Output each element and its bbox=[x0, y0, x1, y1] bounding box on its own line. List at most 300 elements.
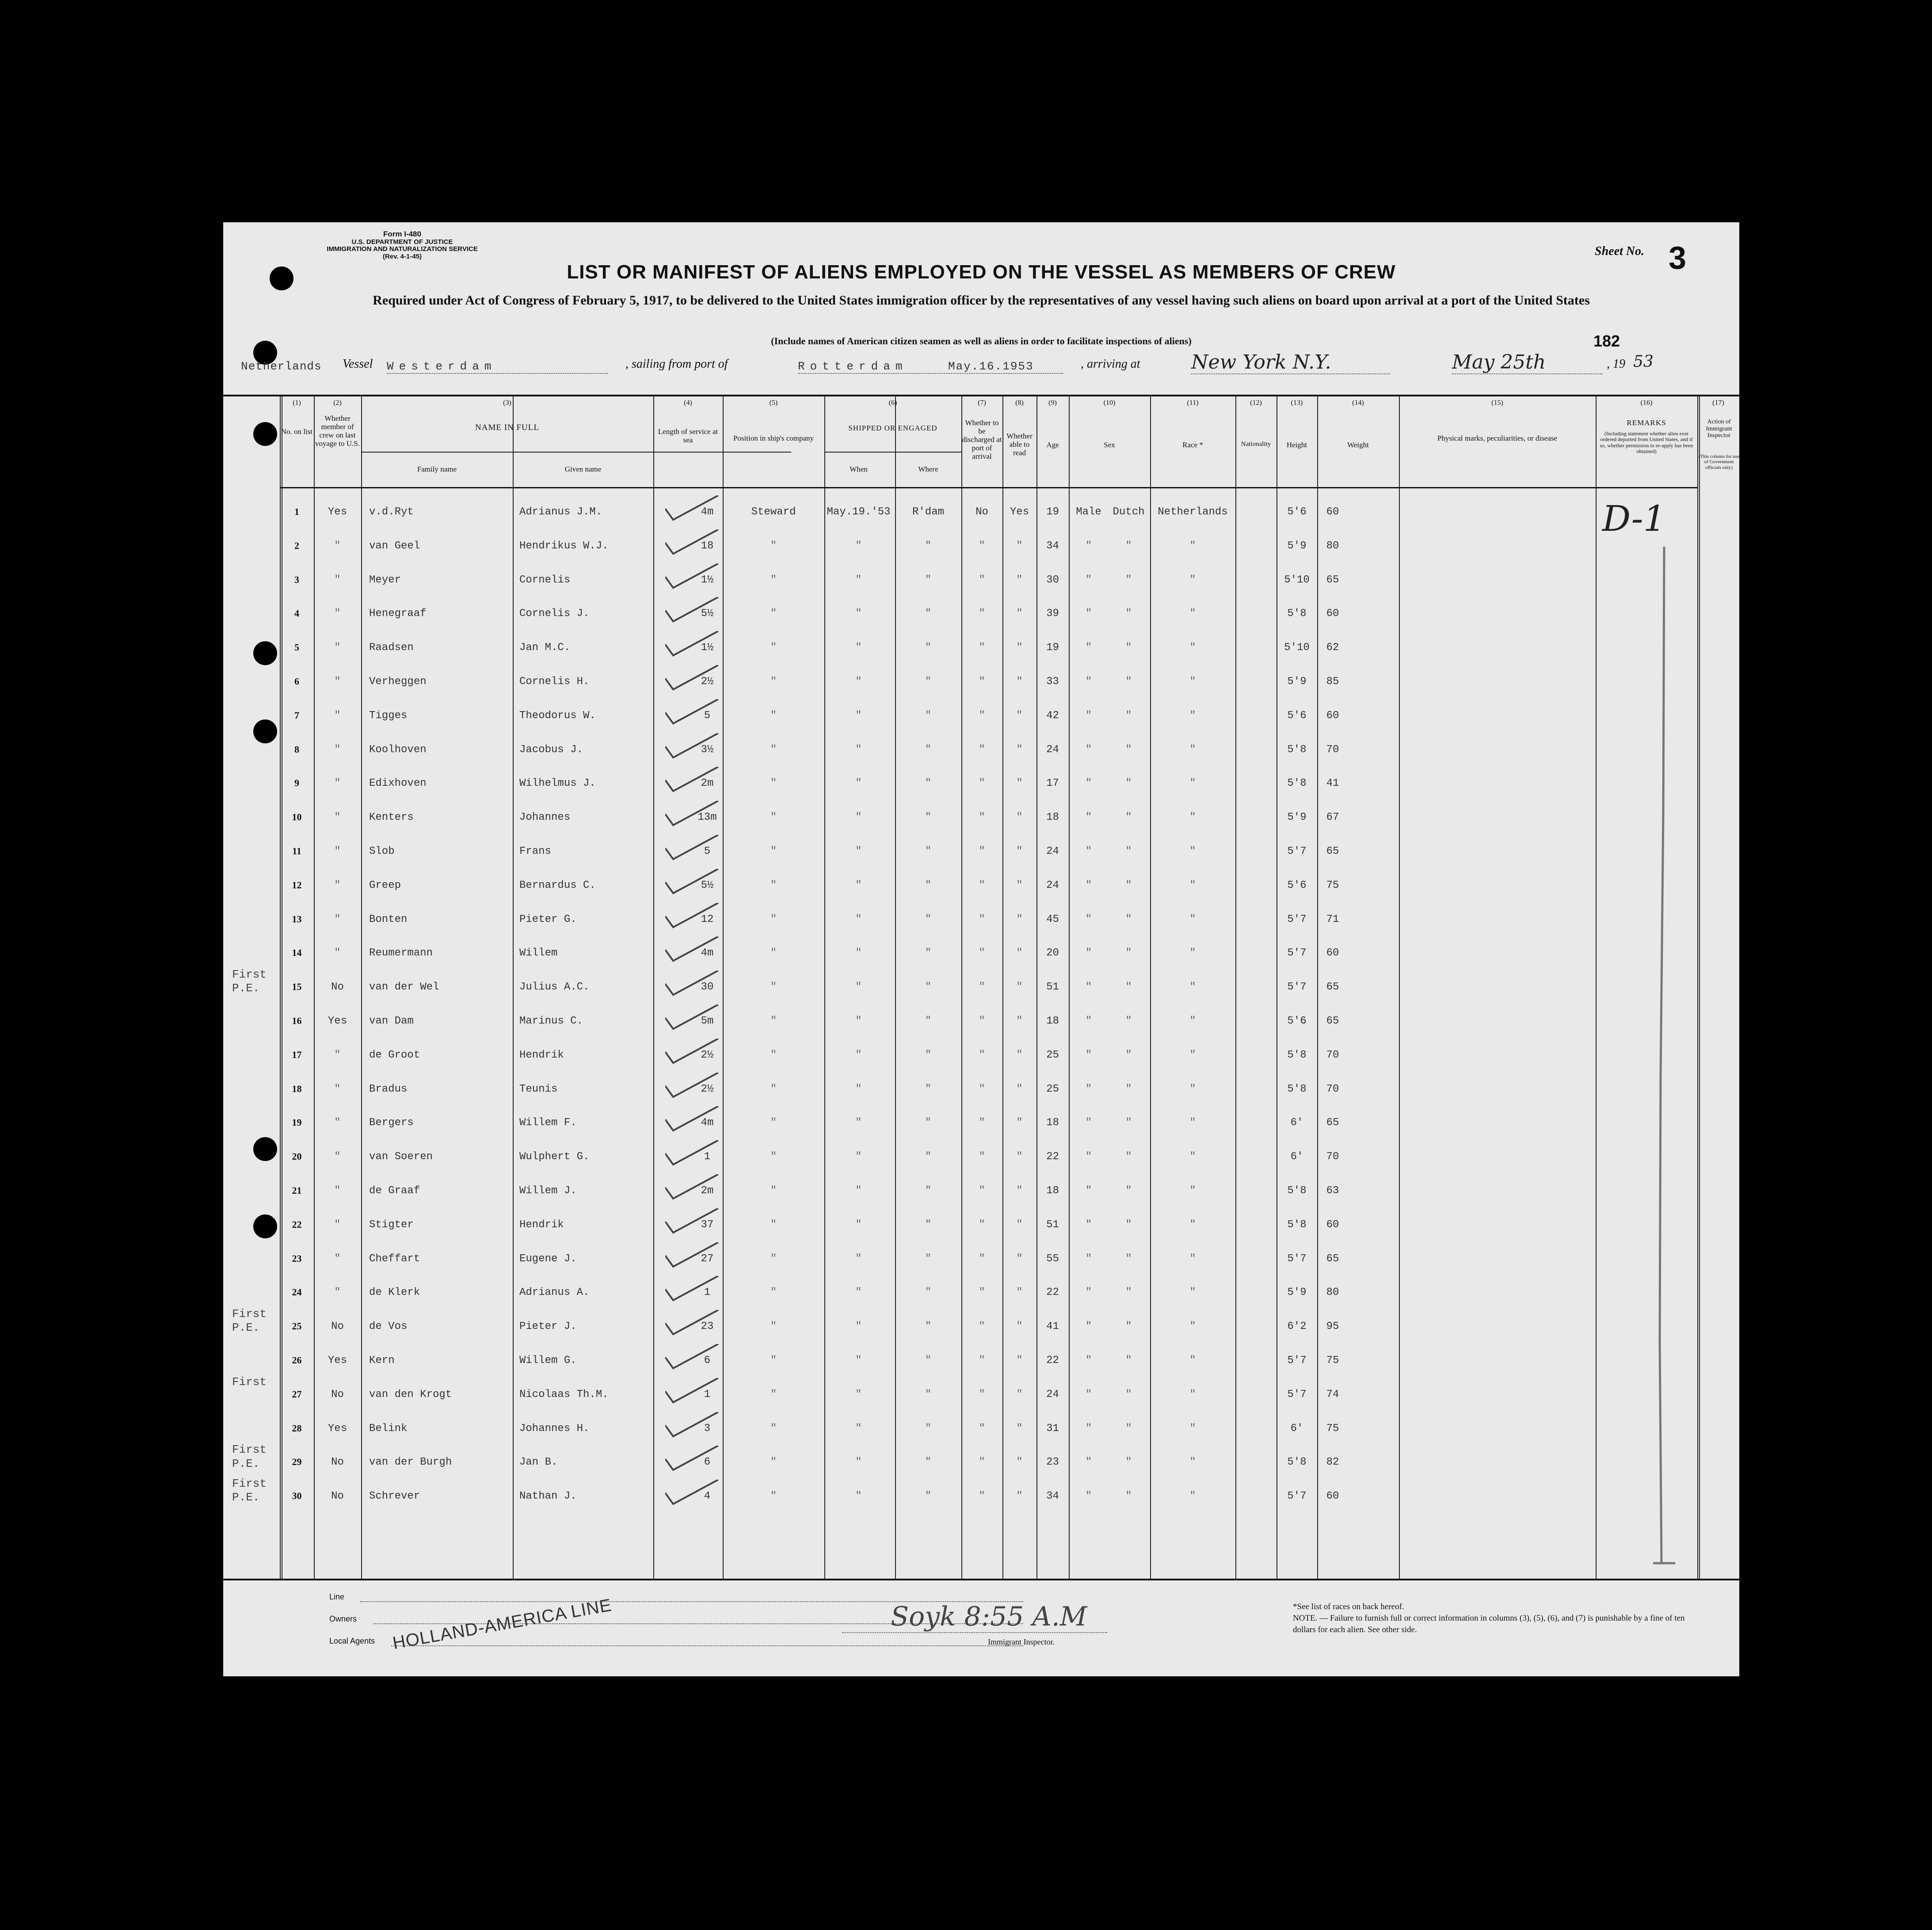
cell-when: " bbox=[855, 1456, 862, 1469]
cell-sex: " bbox=[1085, 1049, 1092, 1061]
col-num-16: (16) bbox=[1640, 399, 1653, 407]
cell-sex: " bbox=[1085, 1321, 1092, 1333]
col-head-sex: Sex bbox=[1104, 441, 1115, 449]
cell-position: " bbox=[770, 879, 777, 891]
cell-where: " bbox=[925, 1287, 932, 1299]
vessel-name: Westerdam bbox=[387, 360, 608, 374]
cell-sex: " bbox=[1085, 845, 1092, 857]
col-head-no: No. on list bbox=[281, 427, 313, 436]
cell-race: " bbox=[1125, 777, 1132, 790]
agents-label: Local Agents bbox=[329, 1637, 375, 1645]
cell-service: 1 bbox=[704, 1388, 711, 1401]
cell-height: 5'8 bbox=[1287, 743, 1307, 756]
cell-where: " bbox=[925, 1321, 932, 1333]
cell-age: 24 bbox=[1046, 879, 1059, 891]
cell-service: 3 bbox=[704, 1422, 711, 1435]
cell-height: 5'6 bbox=[1287, 879, 1307, 891]
col-head-read: Whether able to read bbox=[1006, 432, 1033, 457]
table-row bbox=[223, 659, 1739, 693]
cell-no: 12 bbox=[292, 879, 302, 891]
col-num-4: (4) bbox=[684, 399, 692, 407]
cell-disch: " bbox=[979, 1252, 985, 1265]
cell-last: " bbox=[334, 574, 341, 586]
arriving-label: , arriving at bbox=[1081, 357, 1140, 371]
cell-service: 37 bbox=[701, 1218, 714, 1231]
col-num-8: (8) bbox=[1015, 399, 1024, 407]
cell-family: Slob bbox=[369, 845, 395, 857]
cell-nat: " bbox=[1189, 743, 1196, 756]
cell-when: " bbox=[855, 1422, 862, 1435]
check-mark-icon bbox=[665, 665, 732, 692]
cell-given: Willem G. bbox=[519, 1355, 577, 1367]
cell-position: " bbox=[770, 642, 777, 654]
col-head-given: Given name bbox=[564, 465, 602, 473]
check-mark-icon bbox=[665, 563, 732, 590]
cell-read: " bbox=[1016, 1490, 1023, 1503]
cell-disch: " bbox=[979, 947, 985, 959]
cell-given: Frans bbox=[519, 845, 552, 857]
cell-age: 33 bbox=[1046, 676, 1059, 688]
cell-age: 24 bbox=[1046, 1388, 1059, 1401]
col-head-when: When bbox=[850, 465, 868, 473]
cell-family: Henegraaf bbox=[369, 608, 427, 620]
col-head-shipped: SHIPPED OR ENGAGED bbox=[848, 424, 937, 432]
cell-family: van Soeren bbox=[369, 1151, 433, 1163]
cell-family: Schrever bbox=[369, 1490, 420, 1503]
check-mark-icon bbox=[665, 1344, 732, 1370]
cell-service: 23 bbox=[701, 1321, 714, 1333]
cell-age: 22 bbox=[1046, 1287, 1059, 1299]
cell-weight: 67 bbox=[1326, 811, 1339, 824]
cell-no: 7 bbox=[294, 709, 299, 721]
cell-when: " bbox=[855, 1218, 862, 1231]
cell-read: " bbox=[1016, 574, 1023, 586]
cell-weight: 65 bbox=[1326, 1015, 1339, 1027]
cell-last: No bbox=[331, 1456, 344, 1469]
cell-height: 5'7 bbox=[1287, 1355, 1307, 1367]
cell-family: de Vos bbox=[369, 1321, 408, 1333]
year-prefix: , 19 bbox=[1607, 357, 1625, 371]
cell-height: 5'7 bbox=[1287, 913, 1307, 925]
cell-race: " bbox=[1125, 879, 1132, 891]
cell-family: Bergers bbox=[369, 1117, 414, 1129]
col-head-last-voyage: Whether member of crew on last voyage to U.S. bbox=[315, 414, 360, 448]
cell-height: 5'6 bbox=[1287, 1015, 1307, 1027]
cell-last: " bbox=[334, 540, 341, 552]
cell-height: 5'9 bbox=[1287, 811, 1307, 824]
cell-last: " bbox=[334, 1117, 341, 1129]
cell-sex: " bbox=[1085, 642, 1092, 654]
cell-height: 5'10 bbox=[1284, 642, 1310, 654]
cell-when: " bbox=[855, 777, 862, 790]
cell-position: " bbox=[770, 1049, 777, 1061]
pe-mark: First P.E. bbox=[232, 1477, 267, 1504]
cell-race: " bbox=[1125, 1049, 1132, 1061]
cell-given: Adrianus J.M. bbox=[519, 506, 602, 518]
cell-height: 5'7 bbox=[1287, 1252, 1307, 1265]
cell-weight: 41 bbox=[1326, 777, 1339, 790]
check-mark-icon bbox=[665, 1174, 732, 1201]
cell-age: 25 bbox=[1046, 1083, 1059, 1095]
cell-read: " bbox=[1016, 913, 1023, 925]
check-mark-icon bbox=[665, 1242, 732, 1269]
arrival-year: 53 bbox=[1633, 353, 1654, 371]
cell-when: " bbox=[855, 1321, 862, 1333]
cell-disch: No bbox=[976, 506, 988, 518]
cell-service: 5m bbox=[701, 1015, 714, 1027]
cell-disch: " bbox=[979, 642, 985, 654]
col-head-position: Position in ship's company bbox=[733, 434, 814, 442]
cell-last: " bbox=[334, 1151, 341, 1163]
cell-sex: " bbox=[1085, 608, 1092, 620]
cell-sex: " bbox=[1085, 913, 1092, 925]
cell-when: " bbox=[855, 540, 862, 552]
cell-age: 34 bbox=[1046, 540, 1059, 552]
cell-height: 5'9 bbox=[1287, 1287, 1307, 1299]
cell-height: 5'8 bbox=[1287, 1218, 1307, 1231]
cell-sex: " bbox=[1085, 540, 1092, 552]
col-head-family: Family name bbox=[417, 465, 457, 473]
cell-sex: " bbox=[1085, 1287, 1092, 1299]
cell-where: " bbox=[925, 540, 932, 552]
cell-race: " bbox=[1125, 1185, 1132, 1197]
cell-where: " bbox=[925, 947, 932, 959]
cell-family: Belink bbox=[369, 1422, 408, 1435]
cell-when: May.19.'53 bbox=[827, 506, 891, 518]
cell-position: " bbox=[770, 1252, 777, 1265]
cell-race: " bbox=[1125, 1490, 1132, 1503]
cell-sex: " bbox=[1085, 1185, 1092, 1197]
cell-family: van Geel bbox=[369, 540, 420, 552]
cell-position: " bbox=[770, 1456, 777, 1469]
cell-age: 34 bbox=[1046, 1490, 1059, 1503]
cell-height: 5'7 bbox=[1287, 947, 1307, 959]
manifest-sheet bbox=[223, 222, 1739, 1676]
cell-read: " bbox=[1016, 1252, 1023, 1265]
table-row bbox=[223, 693, 1739, 727]
cell-when: " bbox=[855, 709, 862, 722]
cell-given: Nathan J. bbox=[519, 1490, 577, 1503]
cell-position: " bbox=[770, 1117, 777, 1129]
cell-disch: " bbox=[979, 574, 985, 586]
cell-race: " bbox=[1125, 913, 1132, 925]
cell-given: Pieter J. bbox=[519, 1321, 577, 1333]
cell-no: 21 bbox=[292, 1185, 302, 1196]
cell-no: 18 bbox=[292, 1083, 302, 1094]
cell-given: Adrianus A. bbox=[519, 1287, 590, 1299]
cell-family: Greep bbox=[369, 879, 401, 891]
cell-last: " bbox=[334, 642, 341, 654]
cell-when: " bbox=[855, 1049, 862, 1061]
cell-age: 30 bbox=[1046, 574, 1059, 586]
cell-weight: 71 bbox=[1326, 913, 1339, 925]
cell-where: " bbox=[925, 879, 932, 891]
cell-where: " bbox=[925, 1015, 932, 1027]
cell-age: 51 bbox=[1046, 981, 1059, 994]
cell-read: " bbox=[1016, 947, 1023, 959]
cell-weight: 60 bbox=[1326, 947, 1339, 959]
cell-disch: " bbox=[979, 1456, 985, 1469]
col-head-name: NAME IN FULL bbox=[475, 423, 539, 432]
cell-disch: " bbox=[979, 1422, 985, 1435]
cell-sex: " bbox=[1085, 947, 1092, 959]
cell-when: " bbox=[855, 642, 862, 654]
check-mark-icon bbox=[665, 1073, 732, 1099]
cell-position: " bbox=[770, 540, 777, 552]
cell-given: Willem F. bbox=[519, 1117, 577, 1129]
cell-age: 22 bbox=[1046, 1151, 1059, 1163]
cell-last: Yes bbox=[328, 506, 347, 518]
cell-last: " bbox=[334, 709, 341, 722]
cell-family: Edixhoven bbox=[369, 777, 427, 790]
cell-last: No bbox=[331, 1388, 344, 1401]
cell-nat: Netherlands bbox=[1158, 506, 1228, 518]
cell-family: Tigges bbox=[369, 709, 408, 722]
cell-weight: 63 bbox=[1326, 1185, 1339, 1197]
col-num-1: (1) bbox=[293, 399, 301, 407]
check-mark-icon bbox=[665, 529, 732, 556]
cell-no: 6 bbox=[294, 676, 299, 687]
col-num-3: (3) bbox=[503, 399, 511, 407]
col-head-action-sub: (This column for use of Government officials only) bbox=[1699, 454, 1739, 470]
cell-when: " bbox=[855, 845, 862, 857]
cell-family: Stigter bbox=[369, 1218, 414, 1231]
cell-age: 19 bbox=[1046, 642, 1059, 654]
cell-service: 1 bbox=[704, 1151, 711, 1163]
cell-position: " bbox=[770, 981, 777, 994]
check-mark-icon bbox=[665, 699, 732, 726]
cell-no: 27 bbox=[292, 1388, 302, 1400]
cell-given: Johannes bbox=[519, 811, 571, 824]
table-row bbox=[223, 761, 1739, 794]
cell-service: 2½ bbox=[701, 1049, 714, 1061]
cell-last: " bbox=[334, 845, 341, 857]
crew-manifest-table bbox=[223, 395, 1739, 1580]
cell-last: No bbox=[331, 1490, 344, 1503]
owners-label: Owners bbox=[329, 1614, 357, 1623]
cell-no: 1 bbox=[294, 506, 299, 517]
cell-race: " bbox=[1125, 1287, 1132, 1299]
col-num-6: (6) bbox=[888, 399, 897, 407]
cell-no: 4 bbox=[294, 608, 299, 619]
cell-age: 55 bbox=[1046, 1252, 1059, 1265]
col-head-where: Where bbox=[918, 465, 938, 473]
cell-race: " bbox=[1125, 845, 1132, 857]
cell-height: 5'9 bbox=[1287, 676, 1307, 688]
cell-weight: 70 bbox=[1326, 1151, 1339, 1163]
cell-sex: " bbox=[1085, 1490, 1092, 1503]
cell-last: " bbox=[334, 1049, 341, 1061]
cell-weight: 60 bbox=[1326, 1218, 1339, 1231]
cell-no: 5 bbox=[294, 642, 299, 653]
cell-disch: " bbox=[979, 676, 985, 688]
cell-last: " bbox=[334, 1252, 341, 1265]
cell-nat: " bbox=[1189, 1456, 1196, 1469]
cell-given: Theodorus W. bbox=[519, 709, 596, 722]
cell-service: 4m bbox=[701, 1117, 714, 1129]
cell-service: 30 bbox=[701, 981, 714, 994]
cell-given: Jan M.C. bbox=[519, 642, 571, 654]
cell-given: Wilhelmus J. bbox=[519, 777, 596, 790]
line-label: Line bbox=[329, 1592, 345, 1601]
table-row bbox=[223, 1406, 1739, 1439]
cell-sex: " bbox=[1085, 1422, 1092, 1435]
cell-age: 19 bbox=[1046, 506, 1059, 518]
cell-family: Koolhoven bbox=[369, 743, 427, 756]
cell-service: 2½ bbox=[701, 1083, 714, 1095]
check-mark-icon bbox=[665, 1412, 732, 1439]
check-mark-icon bbox=[665, 1140, 732, 1167]
cell-race: " bbox=[1125, 676, 1132, 688]
cell-family: Kern bbox=[369, 1355, 395, 1367]
cell-position: " bbox=[770, 1287, 777, 1299]
cell-position: " bbox=[770, 608, 777, 620]
cell-age: 41 bbox=[1046, 1321, 1059, 1333]
cell-disch: " bbox=[979, 1388, 985, 1401]
cell-read: " bbox=[1016, 1321, 1023, 1333]
cell-no: 15 bbox=[292, 981, 302, 993]
cell-read: " bbox=[1016, 777, 1023, 790]
cell-nat: " bbox=[1189, 1015, 1196, 1027]
cell-sex: " bbox=[1085, 1151, 1092, 1163]
col-num-7: (7) bbox=[978, 399, 986, 407]
cell-where: " bbox=[925, 743, 932, 756]
cell-height: 5'10 bbox=[1284, 574, 1310, 586]
col-num-2: (2) bbox=[333, 399, 342, 407]
cell-given: Marinus C. bbox=[519, 1015, 583, 1027]
cell-nat: " bbox=[1189, 540, 1196, 552]
table-row bbox=[223, 1338, 1739, 1371]
cell-no: 23 bbox=[292, 1252, 302, 1264]
col-num-5: (5) bbox=[769, 399, 778, 407]
fine-note: NOTE. — Failure to furnish full or correct information in columns (3), (5), (6), and (7) is punishable by a fine of ten dollars for each alien. See other side. bbox=[1293, 1614, 1685, 1634]
cell-given: Eugene J. bbox=[519, 1252, 577, 1265]
cell-given: Hendrikus W.J. bbox=[519, 540, 609, 552]
cell-when: " bbox=[855, 1083, 862, 1095]
cell-age: 24 bbox=[1046, 845, 1059, 857]
check-mark-icon bbox=[665, 903, 732, 929]
cell-service: 5½ bbox=[701, 879, 714, 891]
cell-nat: " bbox=[1189, 879, 1196, 891]
table-row bbox=[223, 863, 1739, 896]
cell-weight: 65 bbox=[1326, 1252, 1339, 1265]
col-head-service: Length of service at sea bbox=[658, 427, 718, 445]
cell-last: " bbox=[334, 947, 341, 959]
col-num-17: (17) bbox=[1712, 399, 1724, 407]
cell-last: " bbox=[334, 676, 341, 688]
table-row bbox=[223, 727, 1739, 761]
cell-given: Cornelis H. bbox=[519, 676, 590, 688]
cell-position: " bbox=[770, 777, 777, 790]
cell-height: 5'8 bbox=[1287, 1083, 1307, 1095]
cell-sex: " bbox=[1085, 981, 1092, 994]
cell-nat: " bbox=[1189, 1355, 1196, 1367]
cell-race: Dutch bbox=[1113, 506, 1145, 518]
cell-family: Cheffart bbox=[369, 1252, 420, 1265]
cell-given: Jan B. bbox=[519, 1456, 558, 1469]
cell-nat: " bbox=[1189, 777, 1196, 790]
cell-sex: " bbox=[1085, 777, 1092, 790]
table-row bbox=[223, 1032, 1739, 1066]
cell-age: 23 bbox=[1046, 1456, 1059, 1469]
col-num-11: (11) bbox=[1187, 399, 1199, 407]
cell-given: Teunis bbox=[519, 1083, 558, 1095]
cell-no: 24 bbox=[292, 1287, 302, 1298]
cell-read: " bbox=[1016, 1422, 1023, 1435]
cell-sex: " bbox=[1085, 676, 1092, 688]
form-dept: U.S. DEPARTMENT OF JUSTICE bbox=[351, 238, 453, 246]
cell-service: 12 bbox=[701, 913, 714, 925]
cell-disch: " bbox=[979, 540, 985, 552]
cell-where: " bbox=[925, 913, 932, 925]
cell-weight: 70 bbox=[1326, 743, 1339, 756]
col-num-14: (14) bbox=[1352, 399, 1364, 407]
cell-no: 28 bbox=[292, 1422, 302, 1434]
check-mark-icon bbox=[665, 1106, 732, 1133]
race-note: *See list of races on back hereof. bbox=[1293, 1602, 1404, 1611]
cell-position: " bbox=[770, 913, 777, 925]
cell-disch: " bbox=[979, 1490, 985, 1503]
cell-where: " bbox=[925, 981, 932, 994]
cell-race: " bbox=[1125, 1321, 1132, 1333]
cell-race: " bbox=[1125, 608, 1132, 620]
cell-weight: 60 bbox=[1326, 1490, 1339, 1503]
cell-read: " bbox=[1016, 540, 1023, 552]
cell-position: " bbox=[770, 1490, 777, 1503]
cell-service: 2m bbox=[701, 777, 714, 790]
table-row bbox=[223, 1304, 1739, 1337]
cell-position: " bbox=[770, 1151, 777, 1163]
check-mark-icon bbox=[665, 1276, 732, 1302]
check-mark-icon bbox=[665, 631, 732, 658]
cell-where: " bbox=[925, 1252, 932, 1265]
cell-when: " bbox=[855, 981, 862, 994]
cell-no: 16 bbox=[292, 1015, 302, 1026]
col-num-15: (15) bbox=[1491, 399, 1503, 407]
cell-position: " bbox=[770, 947, 777, 959]
cell-position: " bbox=[770, 676, 777, 688]
cell-disch: " bbox=[979, 1083, 985, 1095]
cell-disch: " bbox=[979, 777, 985, 790]
cell-service: 5 bbox=[704, 709, 711, 722]
cell-given: Wulphert G. bbox=[519, 1151, 590, 1163]
cell-read: " bbox=[1016, 1287, 1023, 1299]
cell-service: 4m bbox=[701, 506, 714, 518]
cell-weight: 80 bbox=[1326, 540, 1339, 552]
cell-position: " bbox=[770, 1185, 777, 1197]
cell-weight: 74 bbox=[1326, 1388, 1339, 1401]
cell-height: 5'7 bbox=[1287, 1490, 1307, 1503]
cell-no: 3 bbox=[294, 574, 299, 585]
cell-where: " bbox=[925, 1456, 932, 1469]
sheet-no-label: Sheet No. bbox=[1595, 244, 1644, 258]
cell-sex: Male bbox=[1076, 506, 1101, 518]
include-note: (Include names of American citizen seamen as well as aliens in order to facilitate inspections of aliens) bbox=[771, 335, 1192, 346]
cell-service: 1½ bbox=[701, 574, 714, 586]
cell-height: 5'7 bbox=[1287, 1388, 1307, 1401]
cell-read: " bbox=[1016, 1049, 1023, 1061]
cell-weight: 60 bbox=[1326, 608, 1339, 620]
cell-disch: " bbox=[979, 1117, 985, 1129]
cell-read: " bbox=[1016, 709, 1023, 722]
cell-race: " bbox=[1125, 1083, 1132, 1095]
cell-last: Yes bbox=[328, 1355, 347, 1367]
pe-mark: First P.E. bbox=[232, 968, 267, 995]
cell-when: " bbox=[855, 1151, 862, 1163]
cell-no: 2 bbox=[294, 540, 299, 551]
table-row bbox=[223, 795, 1739, 828]
table-row bbox=[223, 557, 1739, 591]
